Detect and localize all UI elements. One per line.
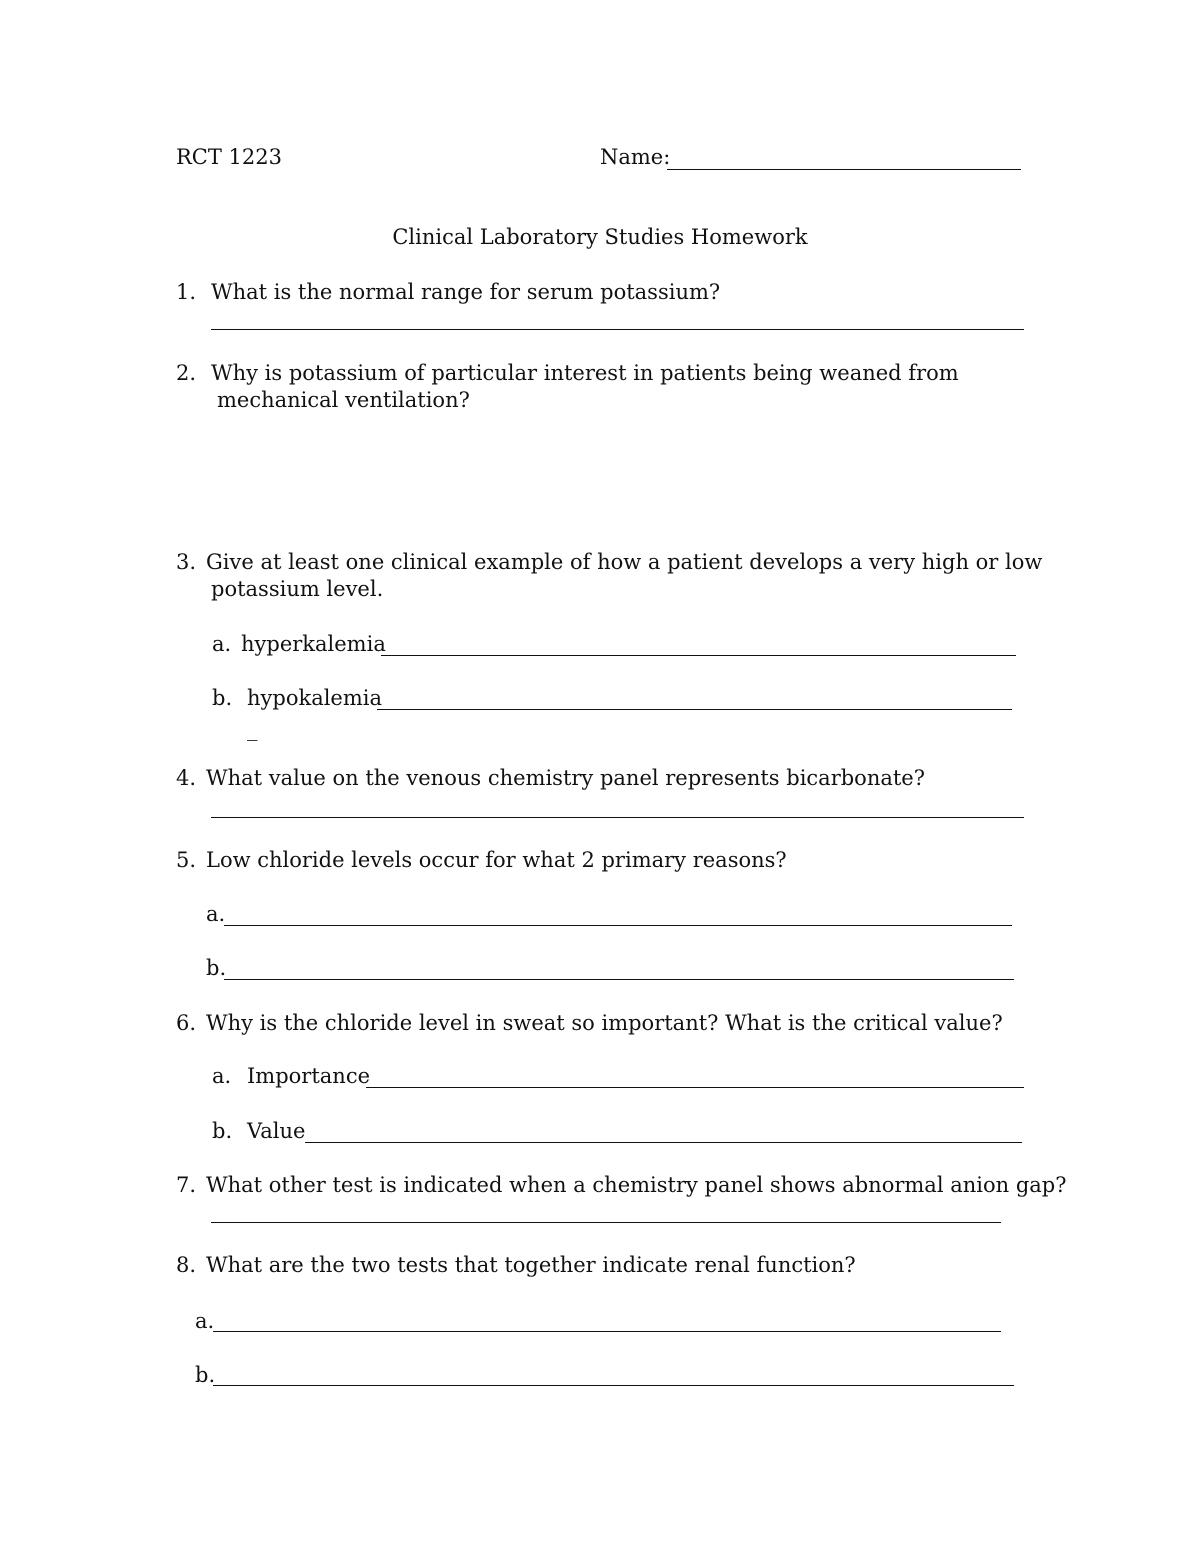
question-6-number: 6. [176,1011,197,1035]
question-6a-label: Importance [247,1064,371,1088]
question-3-number: 3. [176,550,197,574]
question-3-text-continued: potassium level. [211,577,384,601]
course-code: RCT 1223 [176,145,283,169]
question-8-text: What are the two tests that together indicate renal function? [206,1253,856,1277]
question-2-text-continued: mechanical ventilation? [217,388,470,412]
question-6a-letter: a. [212,1064,232,1088]
question-3b-label: hypokalemia [247,686,383,710]
question-7-number: 7. [176,1173,197,1197]
question-4-answer-line[interactable] [211,817,1024,818]
question-7-text: What other test is indicated when a chemistry panel shows abnormal anion gap? [206,1173,1067,1197]
question-5b-letter: b. [206,956,227,980]
question-8-number: 8. [176,1253,197,1277]
question-3b-answer-line[interactable] [377,709,1012,710]
question-2-number: 2. [176,361,197,385]
question-1-number: 1. [176,280,197,304]
question-6b-letter: b. [212,1119,233,1143]
question-5b-answer-line[interactable] [224,979,1014,980]
question-4-number: 4. [176,766,197,790]
question-1-answer-line[interactable] [211,329,1024,330]
question-6b-label: Value [247,1119,306,1143]
question-2-text: Why is potassium of particular interest in patients being weaned from [211,361,959,385]
question-5-text: Low chloride levels occur for what 2 primary reasons? [206,848,787,872]
question-6b-answer-line[interactable] [305,1142,1022,1143]
question-3-text: Give at least one clinical example of how a patient develops a very high or low [206,550,1043,574]
question-3a-label: hyperkalemia [241,632,386,656]
question-7-answer-line[interactable] [211,1222,1001,1223]
question-8a-letter: a. [195,1309,215,1333]
question-1-text: What is the normal range for serum potassium? [211,280,721,304]
page-title: Clinical Laboratory Studies Homework [392,225,808,249]
question-5a-letter: a. [206,902,226,926]
question-3b-letter: b. [212,686,233,710]
name-field-line[interactable] [667,169,1021,170]
question-8a-answer-line[interactable] [213,1331,1001,1332]
question-3a-letter: a. [212,632,232,656]
question-8b-letter: b. [195,1363,216,1387]
question-3a-answer-line[interactable] [381,655,1016,656]
question-5a-answer-line[interactable] [224,925,1012,926]
question-6-text: Why is the chloride level in sweat so important? What is the critical value? [206,1011,1003,1035]
question-5-number: 5. [176,848,197,872]
question-8b-answer-line[interactable] [213,1385,1014,1386]
question-4-text: What value on the venous chemistry panel represents bicarbonate? [206,766,925,790]
question-3b-overflow-underscore: _ [247,717,258,741]
name-label: Name: [600,145,671,169]
question-6a-answer-line[interactable] [366,1087,1024,1088]
